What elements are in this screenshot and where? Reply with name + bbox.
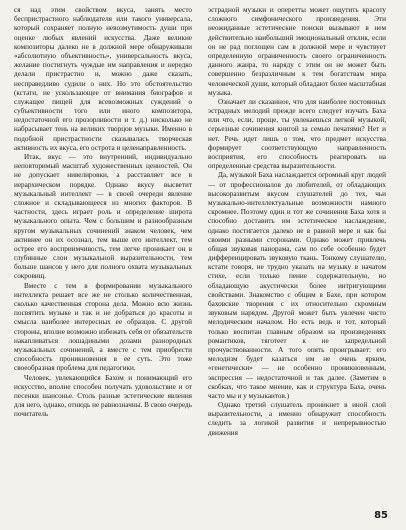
paragraph: ся над этим свойством вкуса, занять место беспристрастного наблюдателя или такого универсала, который сохраняет полную невозмутимость души при оценке любых явлений искусства. Даже великие композиторы далеко не в должной мере обнаруживали «абсолютную объективность», универсальность вкуса, желание постигнуть чуждые им направления и нередко делали пристрастно и, можно даже сказать, несправедливо судили о них. Но это обстоятельство (кстати, не ускользающее от внимания биографов и служащее пищей для всевозможных суждений о субъективности того или иного композитора, недостаточной его прозорливости и т. д.) нисколько не набрасывает тень на великих творцов музыки. Именно в подобной пристрастности сказывалась творческая активность их вкуса, его острота и целенаправленность.	[14, 6, 192, 152]
paragraph: Означает ли сказанное, что для наиболее постоянных эстрадных мелодий прежде всего следует изучать Баха или что, если, проще, ты увлекаешься легкой музыкой, серьезные сочинения книгой за семью печатями? Нет и нет. Речь идет лишь о том, что предмет искусства формирует соответствующую направленность восприятия, его способность реагировать на определенные средства выразительности.	[208, 97, 386, 171]
paragraph: Однако третий слушатель проникнет в иной слой выразительности, а именно обнаружит способность следить за логикой развития и непрерывностью движения	[208, 401, 386, 437]
right-column	[208, 6, 386, 438]
left-column	[14, 6, 192, 419]
paragraph: эстрадной музыки и оперетты может ощутить красоту сложного симфонического произведения. Эти неожиданные эстетические поиски вызывают в нем действительно наибольший эмоциональный отклик, если он не рад поглощен сам в должной мере и чувствует определенную ограниченность своего ограниченность данного жанра, то наряду с этим он не может быть совершенно безразличным к тем богатствам мира человеческой души, который обладают более масштабная музыка.	[208, 6, 386, 97]
paragraph: Итак, вкус — это внутренний, индивидуально неповторимый масштаб художественных ценностей. Он не допускает нивелировки, а расставляет все в иерархическом порядке. Однако вкусу высветит музыкальный интеллект — в своей очереди явление сложное и складывающееся из многих факторов. В частности, здесь играет роль и определение широта музыкального опыта. Чем с большим и разнообразным кругом музыкальных сочинений знаком человек, чем активнее он их осознал, тем выше его интеллект, тем острее его восприимчивость, тем легче проникает он в глубинные слои музыкальной выразительности, тем больше шансов у него для полного охвата музыкальных сокровищ.	[14, 153, 192, 281]
paragraph: Вместе с тем в формировании музыкального интеллекта решает все же не столько количественная, сколько качественная сторона дела. Можно всю жизнь посвятить музыке и так и не добраться до красоты и смысла наиболее интересных ее образцов. С другой стороны, вполне возможно избежать себя от обязательств накапливаться лошадиными дозами разнородных музыкальных сочинений, а вместе с тем приобрести способность проникновения в ее суть. Это тоже своеобразная проблема для педагогики.	[14, 281, 192, 373]
paragraph: Да, музыкой Баха наслаждается огромный круг людей — от профессионалов до любителей, от обладающих высокоразвитым вкусом слушателей до тех, чьи музыкально-интеллектуальные возможности намного скромнее. Поэтому один и тот же сочинения Баха хотя и способно доставить им эстетическое наслаждение, однако постигается далеко не в равной мере и как бы своими разными сторонами. Однако может привлечь общая звуковая панорама, сам по себе особенно будет дифференцировать звуковую ткань. Тонкому слушателю, кстати говоря, не трудно указать на музыку в начатом стихе, если только пение содержательную, но обладающую акустически более интригующими свойствами. Знакомство с общим в Бахе, при котором баховские творения с их относительно скромным звуковым нарядом. Другой может быть увлечен чисто мелодическим началом. Но есть ведь и тот, который только воспитан главным образом на произведениях романтиков, тяготеет к не запредельной прочувствованности. А того опять проигрывает: его мелодизм будет казаться им не очень ярким, «генетически» — не особенно проникновенным, экспрессия — недостаточной и так далее. (Заметим в скобках, что такое мнение, как и структура Баха, очень часто мы и у музыкантов.)	[208, 171, 386, 400]
paragraph: Человек, увлекающийся Бахом и понимающий его искусство, вполне способен получать удовольствие и от песенки шансонье. Столь разные эстетические явления для него, однако, отнюдь не равнозначны. В свою очередь почитатель	[14, 373, 192, 419]
page-number: 85	[374, 510, 388, 521]
